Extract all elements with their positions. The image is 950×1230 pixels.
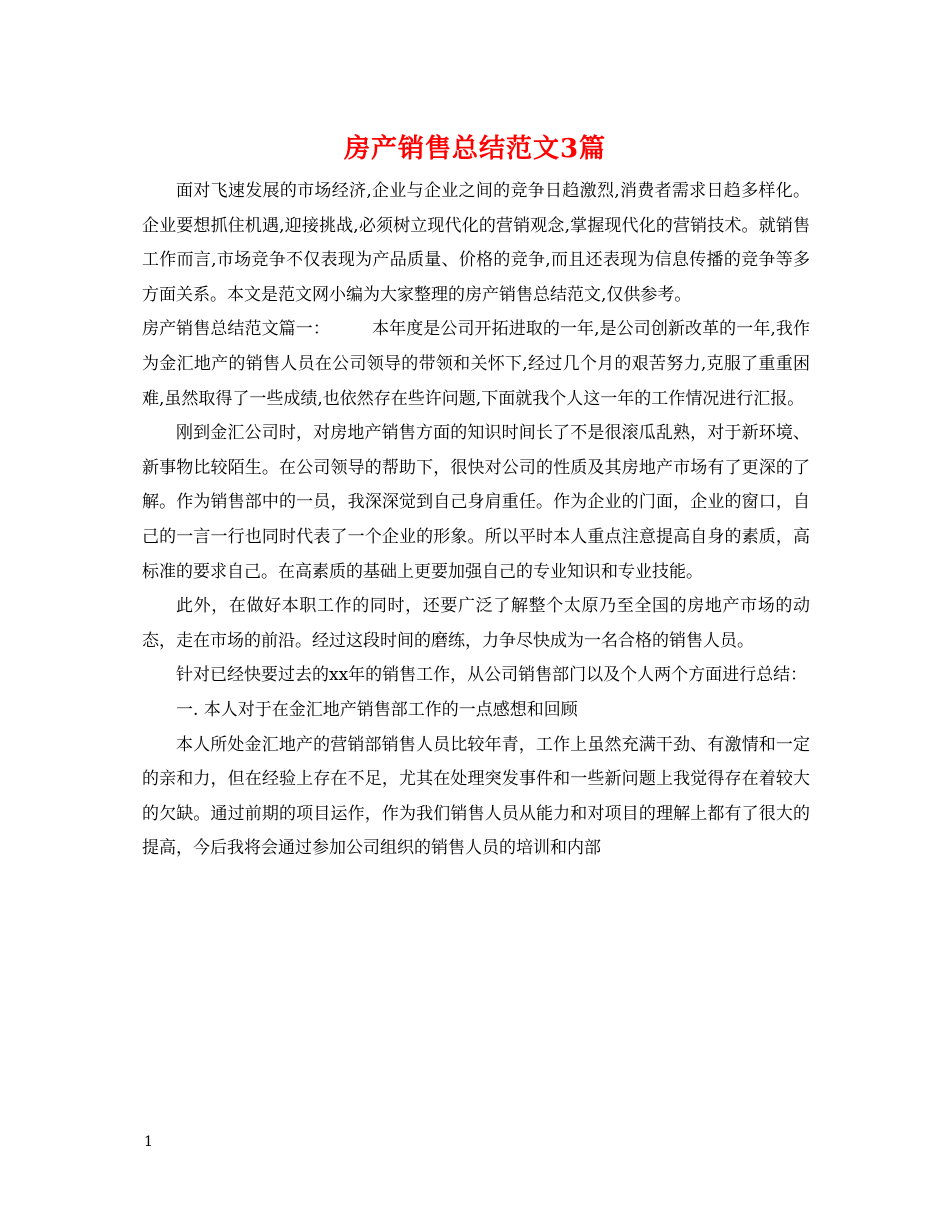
section-one-paragraph (142, 312, 810, 416)
document-body (142, 174, 810, 866)
intro-paragraph: 面对飞速发展的市场经济,企业与企业之间的竞争日趋激烈,消费者需求日趋多样化。企业要想抓住机遇,迎接挑战,必须树立现代化的营销观念,掌握现代化的营销技术。就销售工作而言,市场竞争不仅表现为产品质量、价格的竞争,而且还表现为信息传播的竞争等多方面关系。本文是范文网小编为大家整理的房产销售总结范文,仅供参考。 (142, 181, 810, 305)
body-paragraph: 本人所处金汇地产的营销部销售人员比较年青，工作上虽然充满干劲、有激情和一定的亲和力，但在经验上存在不足，尤其在处理突发事件和一些新问题上我觉得存在着较大的欠缺。通过前期的项目运作，作为我们销售人员从能力和对项目的理解上都有了很大的提高，今后我将会通过参加公司组织的销售人员的培训和内部 (142, 734, 810, 859)
subheading: 一. 本人对于在金汇地产销售部工作的一点感想和回顾 (176, 699, 578, 720)
document-title: 房产销售总结范文3篇 (343, 134, 607, 164)
body-paragraph: 针对已经快要过去的xx年的销售工作，从公司销售部门以及个人两个方面进行总结： (176, 665, 808, 686)
section-label: 房产销售总结范文篇一： (142, 319, 330, 340)
section-one-text: 本年度是公司开拓进取的一年,是公司创新改革的一年,我作为金汇地产的销售人员在公司领导的带领和关怀下,经过几个月的艰苦努力,克服了重重困难,虽然取得了一些成绩,也依然存在些许问题,下面就我个人这一年的工作情况进行汇报。 (142, 319, 811, 409)
body-paragraph: 此外，在做好本职工作的同时，还要广泛了解整个太原乃至全国的房地产市场的动态，走在市场的前沿。经过这段时间的磨练，力争尽快成为一名合格的销售人员。 (142, 596, 810, 651)
body-paragraph: 刚到金汇公司时，对房地产销售方面的知识时间长了不是很滚瓜乱熟，对于新环境、新事物比较陌生。在公司领导的帮助下，很快对公司的性质及其房地产市场有了更深的了解。作为销售部中的一员，我深深觉到自己身肩重任。作为企业的门面，企业的窗口，自己的一言一行也同时代表了一个企业的形象。所以平时本人重点注意提高自身的素质，高标准的要求自己。在高素质的基础上更要加强自己的专业知识和专业技能。 (142, 423, 810, 582)
page-number: 1 (144, 1134, 153, 1150)
